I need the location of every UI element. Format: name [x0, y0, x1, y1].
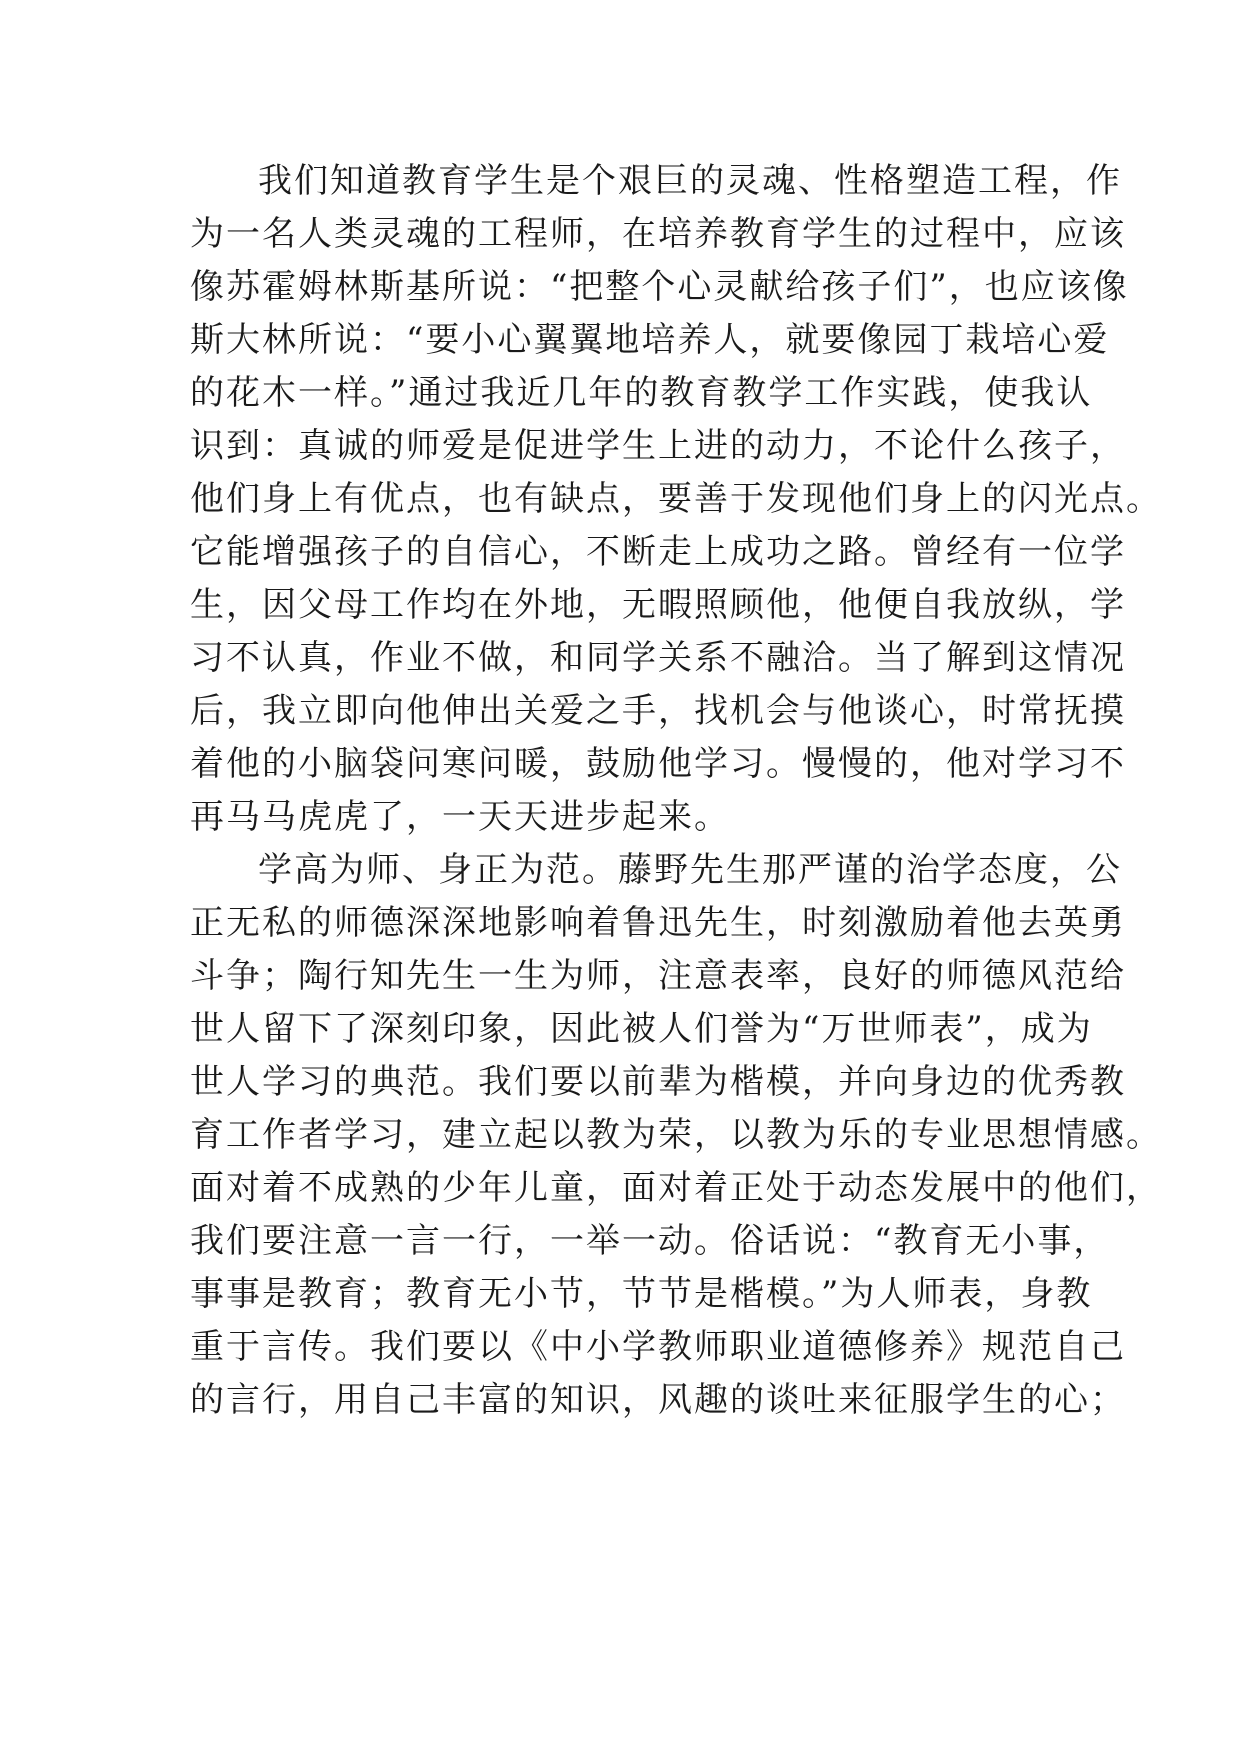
paragraph-1 — [190, 155, 1162, 844]
paragraph-line: 世人留下了深刻印象，因此被人们誉为“万世师表”，成为 — [190, 1009, 1093, 1049]
paragraph-line: 斗争；陶行知先生一生为师，注意表率，良好的师德风范给 — [190, 956, 1126, 996]
paragraph-line: 它能增强孩子的自信心，不断走上成功之路。曾经有一位学 — [190, 532, 1126, 572]
paragraph-line: 他们身上有优点，也有缺点，要善于发现他们身上的闪光点。 — [190, 479, 1162, 519]
paragraph-line: 我们知道教育学生是个艰巨的灵魂、性格塑造工程，作 — [258, 161, 1122, 201]
paragraph-line: 为一名人类灵魂的工程师，在培养教育学生的过程中，应该 — [190, 214, 1126, 254]
paragraph-line: 后，我立即向他伸出关爱之手，找机会与他谈心，时常抚摸 — [190, 691, 1126, 731]
paragraph-line: 斯大林所说：“要小心翼翼地培养人，就要像园丁栽培心爱 — [190, 320, 1110, 360]
paragraph-line: 的言行，用自己丰富的知识，风趣的谈吐来征服学生的心； — [190, 1380, 1126, 1420]
document-body — [190, 155, 1162, 1427]
paragraph-line: 习不认真，作业不做，和同学关系不融洽。当了解到这情况 — [190, 638, 1126, 678]
paragraph-line: 像苏霍姆林斯基所说：“把整个心灵献给孩子们”，也应该像 — [190, 267, 1129, 307]
paragraph-line: 重于言传。我们要以《中小学教师职业道德修养》规范自己 — [190, 1327, 1126, 1367]
paragraph-line: 生，因父母工作均在外地，无暇照顾他，他便自我放纵，学 — [190, 585, 1126, 625]
paragraph-line: 世人学习的典范。我们要以前辈为楷模，并向身边的优秀教 — [190, 1062, 1126, 1102]
paragraph-line: 再马马虎虎了，一天天进步起来。 — [190, 797, 730, 837]
paragraph-line: 育工作者学习，建立起以教为荣，以教为乐的专业思想情感。 — [190, 1115, 1162, 1155]
paragraph-line: 事事是教育；教育无小节，节节是楷模。”为人师表，身教 — [190, 1274, 1093, 1314]
paragraph-line: 着他的小脑袋问寒问暖，鼓励他学习。慢慢的，他对学习不 — [190, 744, 1126, 784]
paragraph-line: 我们要注意一言一行，一举一动。俗话说：“教育无小事， — [190, 1221, 1110, 1261]
paragraph-line: 学高为师、身正为范。藤野先生那严谨的治学态度，公 — [258, 850, 1122, 890]
paragraph-line: 面对着不成熟的少年儿童，面对着正处于动态发展中的他们， — [190, 1168, 1162, 1208]
paragraph-line: 识到：真诚的师爱是促进学生上进的动力，不论什么孩子， — [190, 426, 1126, 466]
paragraph-line: 正无私的师德深深地影响着鲁迅先生，时刻激励着他去英勇 — [190, 903, 1126, 943]
paragraph-2 — [190, 844, 1162, 1427]
paragraph-line: 的花木一样。”通过我近几年的教育教学工作实践，使我认 — [190, 373, 1093, 413]
